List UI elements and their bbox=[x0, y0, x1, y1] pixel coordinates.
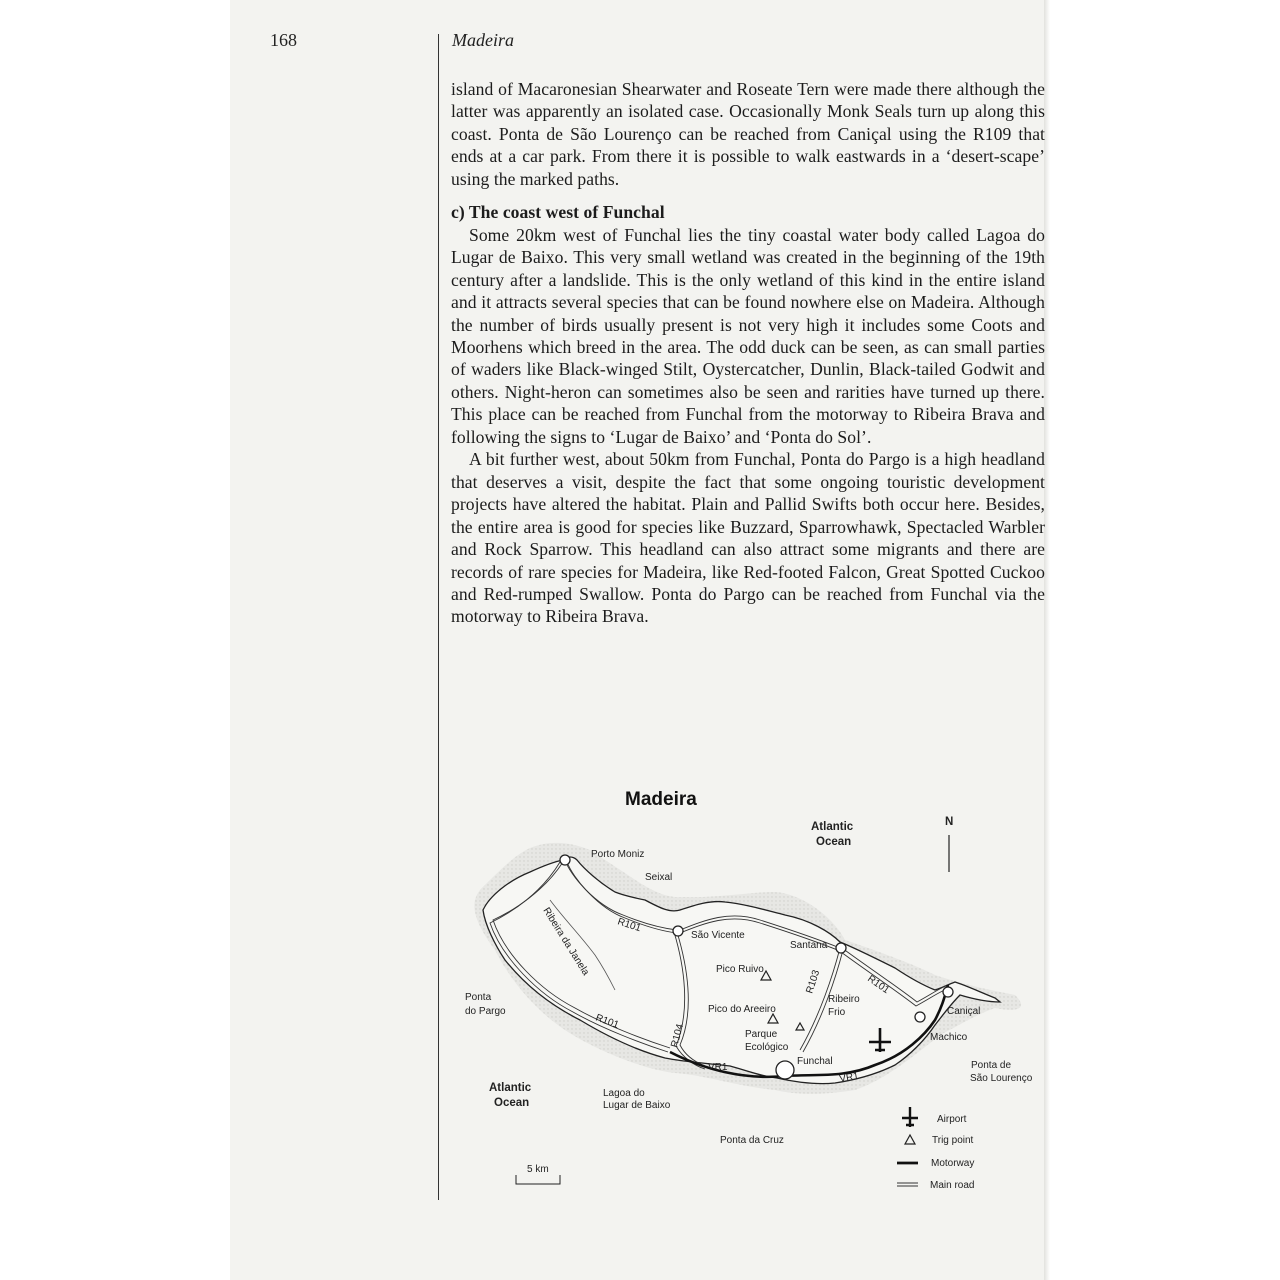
town-funchal-marker bbox=[776, 1061, 794, 1079]
paragraph-2: Some 20km west of Funchal lies the tiny coastal water body called Lagoa do Lugar de Baixo. This very small wetland was created in the beginning of the 19th century after a landslide. This is the only wetland of this kind in the entire island and it attracts several species that can be found nowhere else on Madeira. Although the number of birds usually present is not very high it includes some Coots and Moorhens which breed in the area. The odd duck can be seen, as can small parties of waders like Black-winged Stilt, Oystercatcher, Dunlin, Black-tailed Godwit and others. Night-heron can sometimes also be seen and rarities have turned up there. This place can be reached from Funchal from the motorway to Ribeira Brava and following the signs to ‘Lugar de Baixo’ and ‘Ponta do Sol’. bbox=[451, 224, 1045, 447]
label-ribeiro: Ribeiro bbox=[828, 994, 860, 1005]
label-ribeira-da-janela: Ribeira da Janela bbox=[540, 905, 592, 978]
label-ecologico: Ecológico bbox=[745, 1042, 789, 1053]
map-figure bbox=[455, 780, 1050, 1200]
body-text bbox=[451, 78, 1045, 628]
ocean-label-north-2: Ocean bbox=[816, 836, 852, 848]
label-ponta: Ponta bbox=[465, 992, 492, 1003]
paragraph-1: island of Macaronesian Shearwater and Roseate Tern were made there although the latter was apparently an isolated case. Occasionally Monk Seals turn up along this coast. Ponta de São Lourenço can be reached from Caniçal using the R109 that ends at a car park. From there it is possible to walk eastwards in a ‘desert-scape’ using the marked paths. bbox=[451, 79, 1045, 189]
legend-airport-label: Airport bbox=[937, 1114, 967, 1125]
legend-airport-icon bbox=[902, 1107, 918, 1127]
running-head: Madeira bbox=[452, 30, 514, 50]
town-sao-vicente-marker bbox=[673, 926, 683, 936]
section-heading: c) The coast west of Funchal bbox=[451, 202, 665, 223]
madeira-map bbox=[455, 780, 1050, 1200]
label-porto-moniz: Porto Moniz bbox=[591, 849, 645, 860]
ocean-label-north-1: Atlantic bbox=[811, 821, 854, 833]
paragraph-3: A bit further west, about 50km from Funchal, Ponta do Pargo is a high headland that deserves a visit, despite the fact that some ongoing touristic development projects have altered the habitat. Plain and Pallid Swifts both occur here. Besides, the entire area is good for species like Buzzard, Sparrowhawk, Spectacled Warbler and Rock Sparrow. This headland can also attract some migrants and there are records of rare species for Madeira, like Red-footed Falcon, Great Spotted Cuckoo and Red-rumped Swallow. Ponta do Pargo can be reached from Funchal via the motorway to Ribeira Brava. bbox=[451, 449, 1045, 627]
road-label-r104: R104 bbox=[669, 1022, 687, 1049]
page-number: 168 bbox=[270, 30, 297, 50]
scale-label: 5 km bbox=[527, 1164, 549, 1175]
map-title: Madeira bbox=[625, 789, 697, 810]
north-label: N bbox=[945, 816, 954, 828]
town-machico-marker bbox=[915, 1012, 925, 1022]
road-label-r101-north: R101 bbox=[616, 916, 643, 935]
town-canical-marker bbox=[943, 987, 953, 997]
town-santana-marker bbox=[836, 943, 846, 953]
road-label-r101-east: R101 bbox=[865, 973, 892, 997]
town-porto-moniz-marker bbox=[560, 855, 570, 865]
road-label-vr1-east: VR1 bbox=[838, 1070, 860, 1085]
road-label-r103: R103 bbox=[804, 968, 823, 995]
ocean-label-south-2: Ocean bbox=[494, 1097, 530, 1109]
label-sao-vicente: São Vicente bbox=[691, 930, 745, 941]
label-parque: Parque bbox=[745, 1029, 778, 1040]
label-seixal: Seixal bbox=[645, 872, 673, 883]
label-lugar-de-baixo: Lugar de Baixo bbox=[603, 1100, 671, 1111]
label-funchal: Funchal bbox=[797, 1056, 833, 1067]
label-pico-areeiro: Pico do Areeiro bbox=[708, 1004, 776, 1015]
scale-bar bbox=[516, 1175, 560, 1184]
label-pico-ruivo: Pico Ruivo bbox=[716, 964, 764, 975]
legend-motorway-label: Motorway bbox=[931, 1158, 975, 1169]
column-rule bbox=[438, 34, 439, 1200]
label-sao-lourenco: São Lourenço bbox=[970, 1073, 1033, 1084]
label-ponta-da-cruz: Ponta da Cruz bbox=[720, 1135, 784, 1146]
ocean-label-south-1: Atlantic bbox=[489, 1082, 532, 1094]
legend-trig-icon bbox=[905, 1135, 915, 1144]
map-legend bbox=[897, 1107, 974, 1191]
label-canical: Caniçal bbox=[947, 1006, 981, 1017]
legend-main-road-label: Main road bbox=[930, 1180, 975, 1191]
label-do-pargo: do Pargo bbox=[465, 1006, 506, 1017]
legend-trig-label: Trig point bbox=[932, 1135, 974, 1146]
label-santana: Santana bbox=[790, 940, 828, 951]
road-label-r101-west: R101 bbox=[593, 1012, 621, 1031]
road-label-vr1-west: VR1 bbox=[708, 1062, 728, 1073]
label-ponta-de: Ponta de bbox=[971, 1060, 1012, 1071]
label-frio: Frio bbox=[828, 1007, 846, 1018]
label-machico: Machico bbox=[930, 1032, 968, 1043]
label-lagoa-do: Lagoa do bbox=[603, 1088, 645, 1099]
